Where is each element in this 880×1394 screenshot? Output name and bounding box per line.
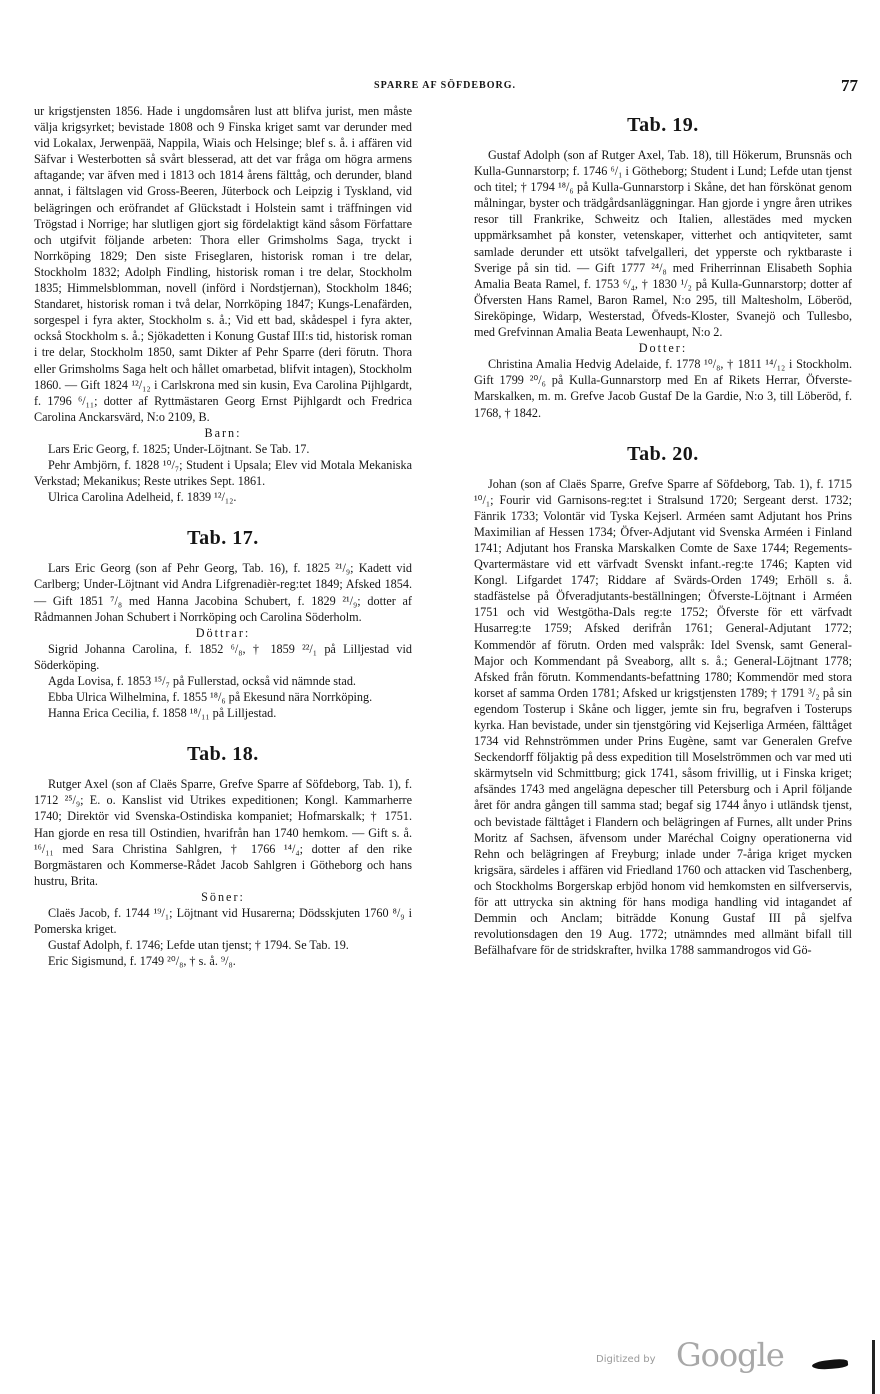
- left-column: [34, 103, 412, 969]
- tab-18-entry: Rutger Axel (son af Claës Sparre, Grefve Sparre af Söfdeborg, Tab. 1), f. 1712 ²⁵/₉; E. o. Kanslist vid Utrikes expeditionen; Kongl. Kammarherre 1740; Direktör vid Svenska-Ostindiska kompaniet; Hofmarskalk; † 1751. Han gjorde en resa till Ostindien, hvarifrån han 1740 hemkom. — Gift s. å. ¹⁶/₁₁ med Sara Christina Sahlgren, † 1766 ¹⁴/₄; dotter af den rike Borgmästaren och Kommerse-Rådet Jacob Sahlgren i Götheborg och hans hustru, Brita.: [34, 777, 412, 888]
- right-column: [474, 103, 852, 958]
- digitized-label: Digitized by: [596, 1354, 656, 1365]
- scan-edge-artifact: [872, 1340, 875, 1394]
- child-entry: Lars Eric Georg, f. 1825; Under-Löjtnant. Se Tab. 17.: [48, 441, 310, 456]
- tab-18-heading: Tab. 18.: [187, 743, 259, 766]
- child-entry: Christina Amalia Hedvig Adelaide, f. 1778 ¹⁰/₈, † 1811 ¹⁴/₁₂ i Stockholm. Gift 1799 ²⁰/₆ på Kulla-Gunnarstorp med En af Rikets Herrar, Öfverste-Marskalken, m. m. Grefve Jacob Gustaf De la Gardie, N:o 3, till Löberöd, f. 1768, † 1842.: [474, 357, 852, 420]
- child-entry: Eric Sigismund, f. 1749 ²⁰/₈, † s. å. ⁹/₈.: [48, 954, 236, 969]
- tab-17-heading: Tab. 17.: [187, 527, 259, 550]
- section-label-soner: Söner:: [201, 889, 245, 904]
- entry-continuation: ur krigstjensten 1856. Hade i ungdomsåren lust att blifva jurist, men måste välja krigsyrket; bevistade 1808 och 9 Finska kriget samt var derunder med vid Lokalax, Jerwenpää, Nappila, Wiais och Helsinge; blef s. å. i affären vid Säfvar i Westerbotten så svårt blesserad, att det var fråga om högra armens aftagande; var äfven med i 1813 och 1814 årens fälttåg, och derunder, bland annat, i fältslagen vid Gross-Beeren, Jüterbock och Leipzig i Tyskland, vid belägringen och eröfrandet af Glückstadt i Holstein samt i träffningen vid Trögstad i Norrige; har slutligen gjort sig fördelaktigt känd såsom Författare och utgifvit följande arbeten: Thora eller Grimsholms Saga, tryckt i Norrköping 1829; Den siste Friseglaren, historisk roman i tre delar, Stockholm 1832; Adolph Findling, historisk roman i tre delar, Stockholm 1835; Himmelsblomman, novell (införd i Nordstjernan), Stockholm 1846; Standaret, historisk roman i två delar, Norrköping 1847; Kungs-Lenafärden, sorgespel i fyra akter, Stockholm s. å.; Vid ett bad, skådespel i fyra akter, också Stockholm s. å.; Sjökadetten i Konung Gustaf III:s tid, historisk roman i tre delar, Stockholm 1850, samt Dikter af Pehr Sparre (deri förutn. Thora eller Grimsholms Saga helt och hållet omarbetad, blifvit intagen), Stockholm 1860. — Gift 1824 ¹²/₁₂ i Carlskrona med sin kusin, Eva Carolina Pijhlgardt, f. 1796 ⁶/₁₁; dotter af Ryttmästaren Georg Ernst Pijhlgardt och Fredrica Carolina Anckarsvärd, N:o 2109, B.: [34, 104, 412, 424]
- child-entry: Sigrid Johanna Carolina, f. 1852 ⁶/₈, † 1859 ²²/₁ på Lilljestad vid Söderköping.: [34, 641, 412, 672]
- digitization-watermark: [596, 1336, 836, 1376]
- child-entry: Agda Lovisa, f. 1853 ¹⁵/₇ på Fullerstad, också vid nämnde stad.: [48, 674, 356, 688]
- tab-17-entry: Lars Eric Georg (son af Pehr Georg, Tab. 16), f. 1825 ²¹/₉; Kadett vid Carlberg; Under-Löjtnant vid Andra Lifgrenadièr-reg:tet 1849; Afsked 1854. — Gift 1851 ⁷/₈ med Hanna Jacobina Schubert, f. 1829 ²¹/₉; dotter af Rådmannen Johan Schubert i Norrköping och Carolina Söderholm.: [34, 561, 412, 624]
- section-label-barn: Barn:: [204, 425, 242, 440]
- page-number: 77: [841, 76, 858, 95]
- tab-19-heading: Tab. 19.: [627, 114, 699, 136]
- child-entry: Pehr Ambjörn, f. 1828 ¹⁰/₇; Student i Upsala; Elev vid Motala Mekaniska Verkstad; Mekanikus; Reste utrikes Sept. 1861.: [34, 458, 412, 489]
- child-entry: Ebba Ulrica Wilhelmina, f. 1855 ¹⁸/₆ på Ekesund nära Norrköping.: [48, 690, 373, 705]
- tab-20-entry: Johan (son af Claës Sparre, Grefve Sparre af Söfdeborg, Tab. 1), f. 1715 ¹⁰/₁; Fourir vid Garnisons-reg:tet i Stralsund 1720; Sergeant derst. 1732; Fänrik 1733; Volontär vid Tyska Kejserl. Arméen samt Adjutant hos Prins Maximilian af Hessen 1734; Öfver-Adjutant vid Svenska Arméen i Finland 1741; Adjutant hos Franska Marskalken Comte de Saxe 1744; Regements-Qvartermästare vid ett värfvadt Svenskt infant.-reg:te 1746; Kapten vid Kongl. Lifgardet 1747; Riddare af Svärds-Orden 1749; Erhöll s. å. stadfästelse på Öfveradjutants-beställningen; Öfverste-Löjtnant i Arméen 1751 och vid Westgötha-Dals reg:te 1752; Öfverste för ett värfvadt Husarreg:te 1759; Afsked derifrån 1761; General-Adjutant 1772; Kommendör af förutn. Orden med valspråk: Idel Svensk, samt General-Major och Kommendant på Sveaborg, allt s. å.; General-Löjtnant 1778; Afsked från förutn. Kommendants-befattning 1780; Kommendör med stora korset af samma Orden 1781; Afsked ur krigstjensten 1789; † 1791 ³/₂ på sin egendom Tosterup i Skåne och ligger, jemte sin fru, begrafven i Tosterups kyrka. Han bevistade, under sin tjenstgöring vid Kejserliga Arméen, fälttåget 1734 vid Rehnströmmen under Prins Eugène, samt var Generalen Grefve Seckendorff följaktig på dess expedition till Moselströmmen och var med uti skärmytseln vid Schmittburg; gick 1741, såsom frivillig, ut i Finska kriget; afsändes 1743 med angelägna depescher till Petersburg och i April följande året för andra gången till samma stad; begaf sig 1744 ånyo i utländsk tjenst, och bevistade fälttåget i Flandern och belägringen af Furnes, allt under Prins Moritz af Sachsen, äfvensom under Maréchal Coigny operationerna vid Rehn och belägringen af Freyburg; inlade under 7-åriga kriget mycken krigsära, särdeles i affären vid Friedland 1760 och attacken vid Taschenberg, och Stockholms Borgerskap erbjöd honom vid hemkomsten en silfverservis, för att uttrycka sin aktning för hans modiga handling vid intagandet af Demmin och Anclam; biträdde Konung Gustaf III på sjelfva revolutionsdagen den 19 Aug. 1772; utnämndes med allmänt bifall till Befälhafvare för de stridskrafter, hvilka 1788 sammandrogos vid Gö-: [474, 476, 852, 958]
- google-logo: Google: [676, 1336, 784, 1374]
- tab-19-entry: Gustaf Adolph (son af Rutger Axel, Tab. 18), till Hökerum, Brunsnäs och Kulla-Gunnarstorp; f. 1746 ⁶/₁ i Götheborg; Student i Lund; Lefde utan tjenst och titel; † 1794 ¹⁸/₆ på Kulla-Gunnarstorp i Skåne, det han förskönat genom målningar, byster och trädgårdsanläggningar. Han gjorde i yngre åren utrikes resor till Frankrike, Schweitz och Italien, allestädes med mycken uppmärksamhet på konster, vetenskaper, vitterhet och antiqviteter, samt samlade derunder ett utsökt tafvelgalleri, det ypperste och ryktbaraste i Sverige på sin tid. — Gift 1777 ²⁴/₈ med Friherrinnan Elisabeth Sophia Amalia Beata Ramel, f. 1753 ⁶/₄, † 1830 ¹/₂ på Kulla-Gunnarstorp; dotter af Öfversten Hans Ramel, Baron Ramel, N:o 295, till Maltesholm, Löberöd, Sireköpinge, Widarp, Westerstad, Öfveds-Kloster, Svanejö och Tullesbo, med Grefvinnan Amalia Beata Lewenhaupt, N:o 2.: [474, 148, 852, 340]
- page-header: [30, 78, 860, 98]
- running-title: SPARRE AF SÖFDEBORG.: [374, 80, 516, 91]
- child-entry: Ulrica Carolina Adelheid, f. 1839 ¹²/₁₂.: [48, 490, 237, 505]
- tab-20-heading: Tab. 20.: [627, 442, 699, 465]
- section-label-dotter: Dotter:: [638, 341, 688, 356]
- child-entry: Claës Jacob, f. 1744 ¹⁹/₁; Löjtnant vid Husarerna; Dödsskjuten 1760 ⁸/₉ i Pomerska kriget.: [34, 906, 412, 937]
- child-entry: Gustaf Adolph, f. 1746; Lefde utan tjenst; † 1794. Se Tab. 19.: [48, 938, 349, 953]
- section-label-dottrar: Döttrar:: [195, 625, 251, 640]
- child-entry: Hanna Erica Cecilia, f. 1858 ¹⁸/₁₁ på Lilljestad.: [48, 706, 277, 721]
